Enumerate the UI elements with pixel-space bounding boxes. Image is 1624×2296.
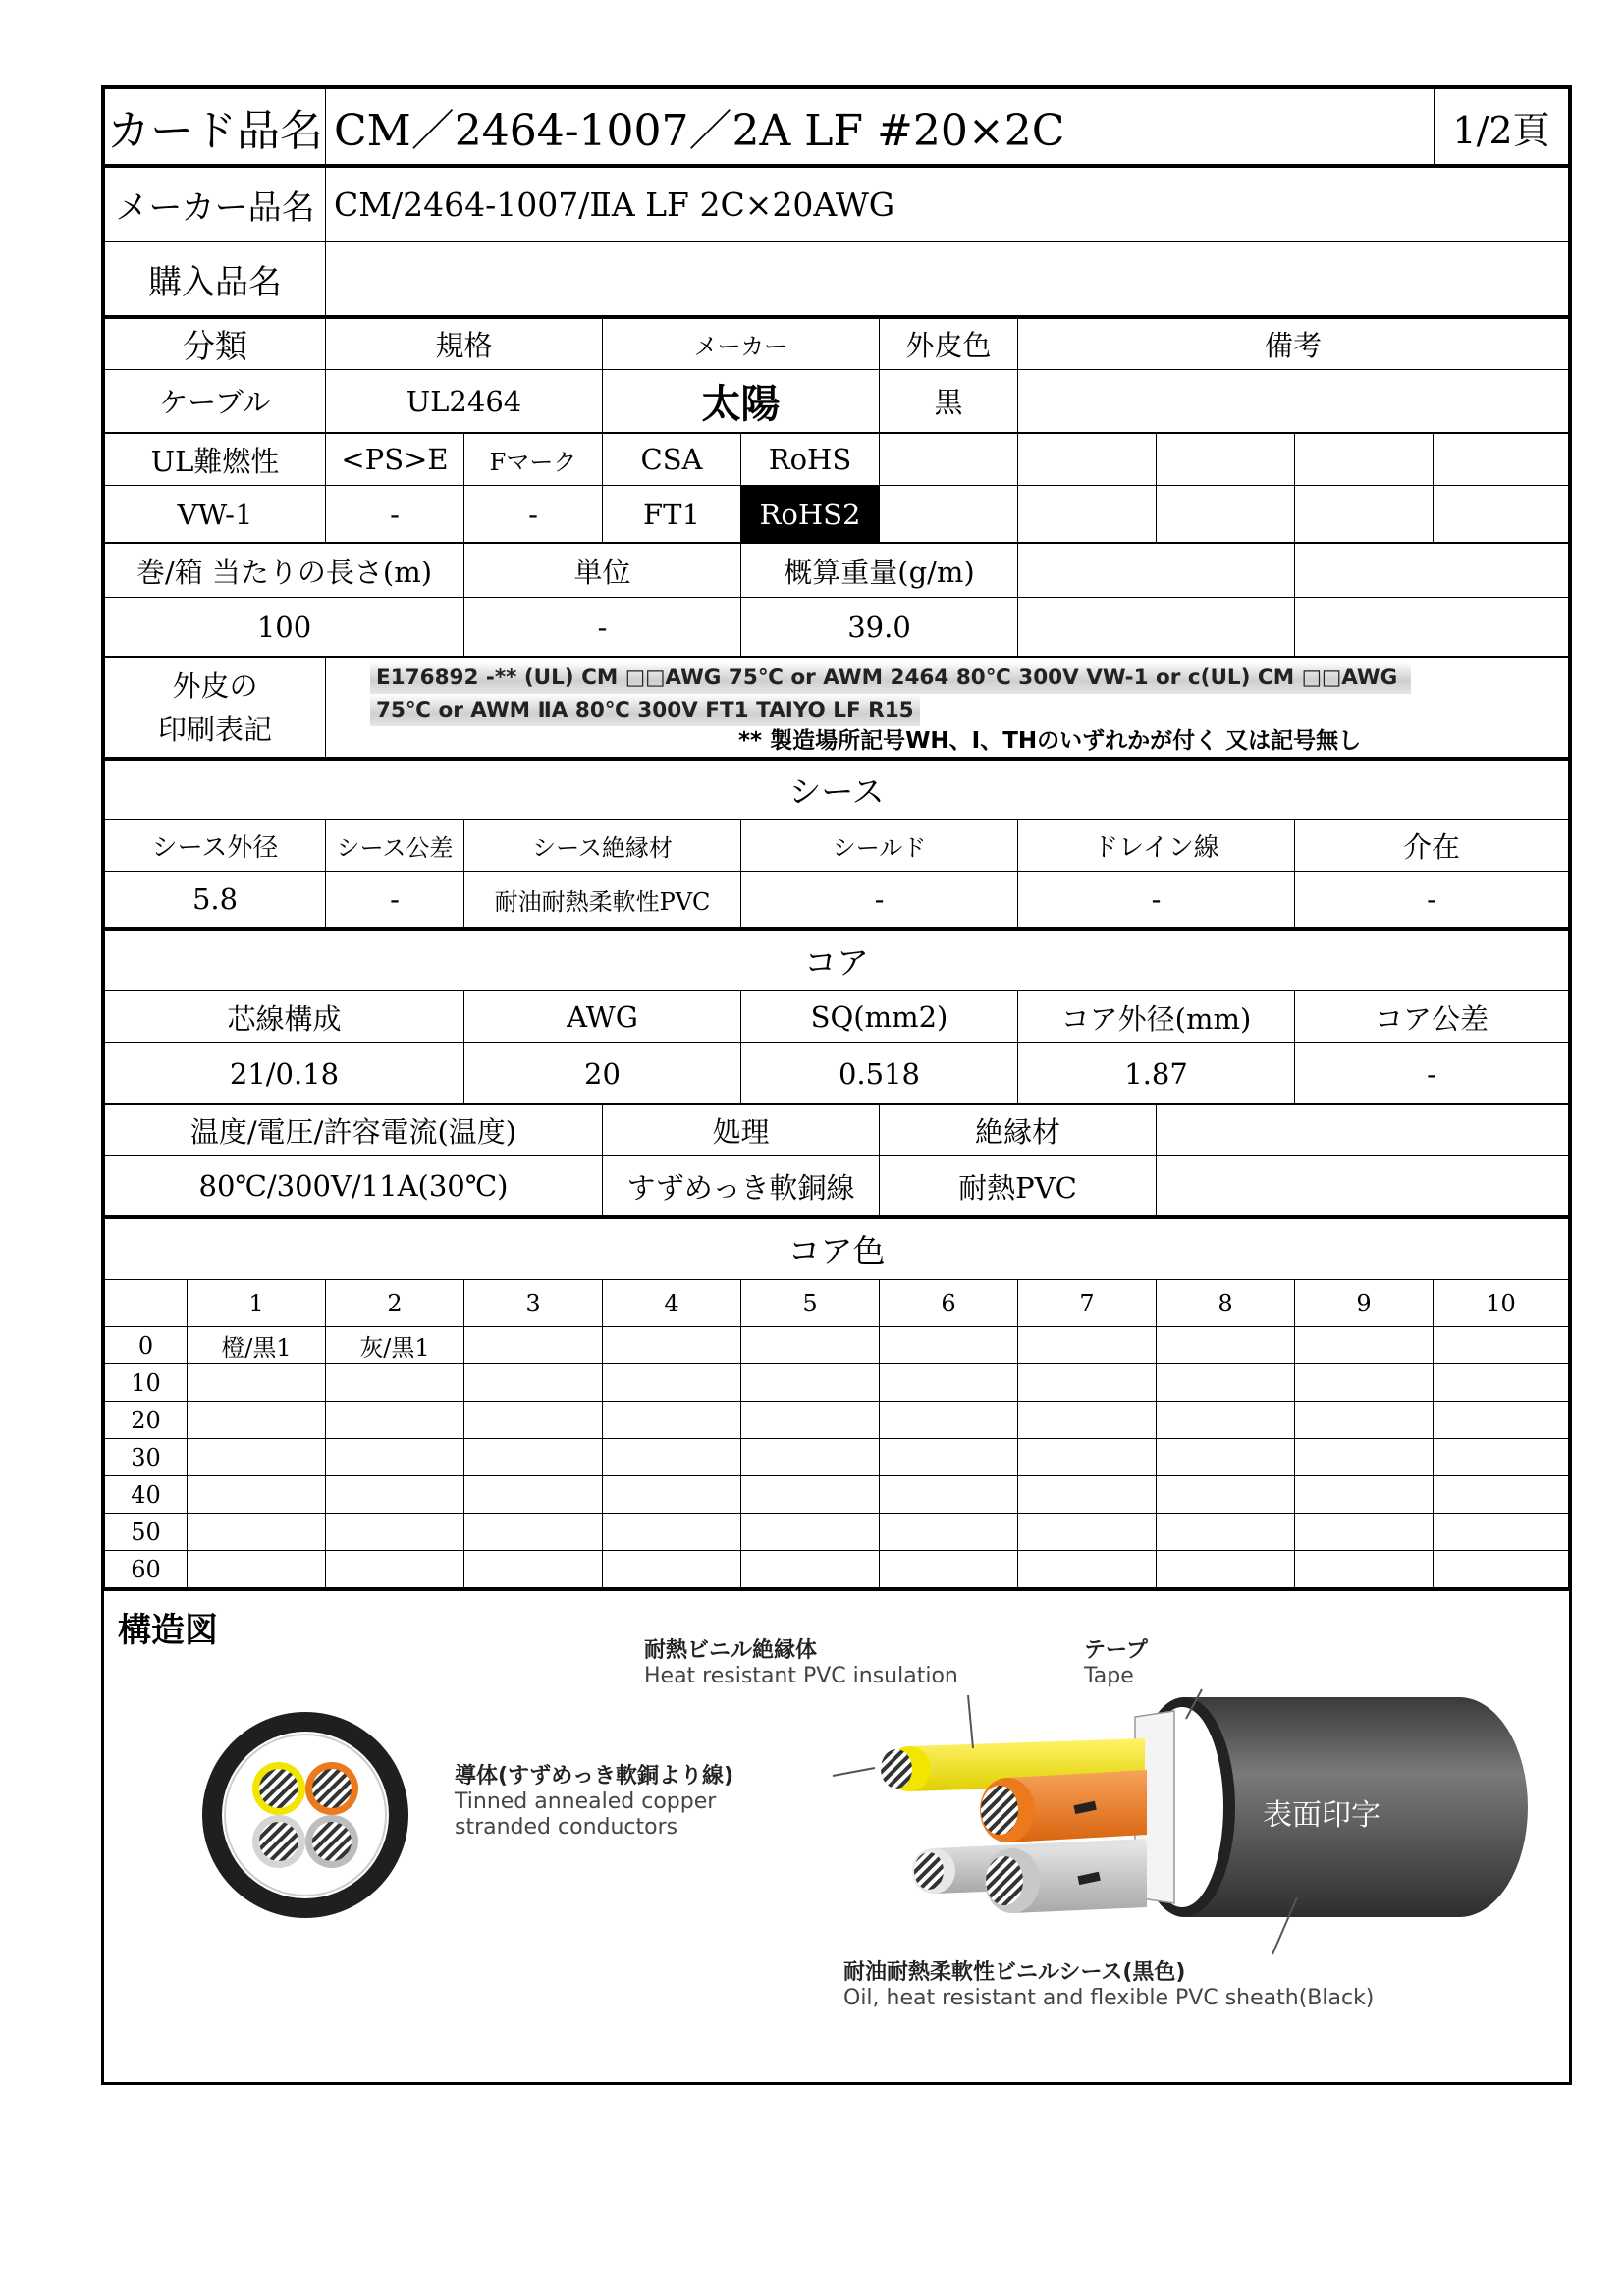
awg-header: AWG: [464, 991, 741, 1043]
insulation-leader-line: [968, 1695, 973, 1748]
col-header: 1: [188, 1280, 326, 1327]
sheath-tol-header: シース公差: [326, 820, 464, 872]
core-color-cell: [326, 1364, 464, 1402]
maker-name-value: CM/2464-1007/ⅡA LF 2C×20AWG: [326, 168, 1569, 242]
core-color-cell: [1157, 1476, 1295, 1514]
sheath-label-en: Oil, heat resistant and flexible PVC sheath(Black): [843, 1986, 1375, 2010]
unit-header: 単位: [464, 544, 741, 598]
col-header: 2: [326, 1280, 464, 1327]
core-color-cell: [188, 1551, 326, 1588]
rating-header: 温度/電圧/許容電流(温度): [105, 1105, 603, 1156]
standard-header: 規格: [326, 319, 603, 370]
core-color-cell: [741, 1364, 880, 1402]
core-tol-header: コア公差: [1295, 991, 1569, 1043]
table-row: [105, 1364, 1569, 1402]
color-header: 外皮色: [880, 319, 1018, 370]
treatment-value: すずめっき軟銅線: [603, 1156, 880, 1217]
purchase-value: [326, 242, 1569, 317]
core-color-cell: [1157, 1402, 1295, 1439]
f-mark-value: -: [464, 486, 603, 543]
col-header: 10: [1434, 1280, 1569, 1327]
awg-value: 20: [464, 1043, 741, 1104]
row-label: 60: [105, 1551, 188, 1588]
core-color-cell: [464, 1402, 603, 1439]
standard-value: UL2464: [326, 370, 603, 433]
core-color-cell: [326, 1476, 464, 1514]
rating-table: [104, 1104, 1569, 1218]
print-marking-label: [105, 658, 326, 759]
core-color-cell: [188, 1476, 326, 1514]
table-row: [105, 1402, 1569, 1439]
sheath-title: シース: [105, 761, 1569, 820]
core-color-cell: [603, 1364, 741, 1402]
core-color-cell: [1434, 1476, 1569, 1514]
print-marking-line1: E176892 -** (UL) CM □□AWG 75℃ or AWM 2464 80℃ 300V VW-1 or c(UL) CM □□AWG: [370, 662, 1411, 694]
core-color-cell: [880, 1514, 1018, 1551]
print-marking-table: [104, 657, 1569, 760]
core-color-header-row: [105, 1280, 1569, 1327]
core-color-cell: [1434, 1514, 1569, 1551]
length-value: 100: [105, 598, 464, 657]
core-title: コア: [105, 931, 1569, 991]
core-color-cell: [603, 1476, 741, 1514]
sheath-label-jp: 耐油耐熱柔軟性ビニルシース(黒色): [843, 1960, 1186, 1985]
color-value: 黒: [880, 370, 1018, 433]
maker-name-label: メーカー品名: [105, 168, 326, 242]
core-color-cell: [603, 1402, 741, 1439]
rohs-header: RoHS: [741, 434, 880, 486]
core-color-cell: [603, 1551, 741, 1588]
treatment-header: 処理: [603, 1105, 880, 1156]
core-color-cell: [326, 1514, 464, 1551]
purchase-label: 購入品名: [105, 242, 326, 317]
strand-header: 芯線構成: [105, 991, 464, 1043]
structure-diagram: [104, 1588, 1569, 2058]
classification-value: ケーブル: [105, 370, 326, 433]
insulation-value: 耐熱PVC: [880, 1156, 1157, 1217]
sheath-od-header: シース外径: [105, 820, 326, 872]
col-header: 5: [741, 1280, 880, 1327]
row-label: 30: [105, 1439, 188, 1476]
core-color-cell: [464, 1551, 603, 1588]
core-color-cell: 橙/黒1: [188, 1327, 326, 1364]
sq-header: SQ(mm2): [741, 991, 1018, 1043]
core-color-cell: [1295, 1402, 1434, 1439]
core-od-header: コア外径(mm): [1018, 991, 1295, 1043]
packaging-table: [104, 543, 1569, 657]
core-color-cell: [880, 1476, 1018, 1514]
table-row: [105, 1514, 1569, 1551]
core-color-cell: [1018, 1402, 1157, 1439]
sq-value: 0.518: [741, 1043, 1018, 1104]
csa-header: CSA: [603, 434, 741, 486]
strand-value: 21/0.18: [105, 1043, 464, 1104]
weight-header: 概算重量(g/m): [741, 544, 1018, 598]
core-color-cell: [1434, 1327, 1569, 1364]
surface-print-label: 表面印字: [1263, 1798, 1380, 1833]
col-header: 3: [464, 1280, 603, 1327]
f-mark-header: Fマーク: [464, 434, 603, 486]
page-number: 1/2頁: [1435, 89, 1569, 166]
table-row: [105, 1327, 1569, 1364]
col-header: 9: [1295, 1280, 1434, 1327]
core-color-cell: [880, 1551, 1018, 1588]
core-color-cell: [1157, 1514, 1295, 1551]
table-row: [105, 1439, 1569, 1476]
sheath-tol-value: -: [326, 872, 464, 929]
core-color-cell: [188, 1514, 326, 1551]
core-color-cell: [1157, 1364, 1295, 1402]
print-marking-line2: 75℃ or AWM ⅡA 80℃ 300V FT1 TAIYO LF R15: [370, 694, 920, 726]
remarks-header: 備考: [1018, 319, 1569, 370]
table-row: [105, 1551, 1569, 1588]
conductor-label-en1: Tinned annealed copper: [455, 1789, 717, 1814]
core-color-cell: [741, 1439, 880, 1476]
name-table: [104, 167, 1569, 318]
core-color-cell: [741, 1476, 880, 1514]
weight-value: 39.0: [741, 598, 1018, 657]
rating-value: 80℃/300V/11A(30℃): [105, 1156, 603, 1217]
ul-flame-value: VW-1: [105, 486, 326, 543]
core-color-cell: [1157, 1551, 1295, 1588]
structure-title: 構造図: [118, 1611, 218, 1650]
conductor-label-en2: stranded conductors: [455, 1815, 678, 1840]
classification-header: 分類: [105, 319, 326, 370]
pse-header: <PS>E: [326, 434, 464, 486]
core-od-value: 1.87: [1018, 1043, 1295, 1104]
core-color-cell: [326, 1551, 464, 1588]
core-color-cell: [880, 1364, 1018, 1402]
insulation-label-en: Heat resistant PVC insulation: [644, 1664, 958, 1688]
col-header: 6: [880, 1280, 1018, 1327]
maker-header: メーカー: [603, 319, 880, 370]
rohs-badge: RoHS2: [741, 486, 880, 543]
row-label: 50: [105, 1514, 188, 1551]
shield-value: -: [741, 872, 1018, 929]
core-color-cell: [464, 1514, 603, 1551]
core-color-cell: [741, 1402, 880, 1439]
core-color-title: コア色: [105, 1219, 1569, 1280]
core-color-cell: [1295, 1551, 1434, 1588]
tape-label-jp: テープ: [1084, 1638, 1148, 1663]
core-color-cell: [880, 1439, 1018, 1476]
col-header: 8: [1157, 1280, 1295, 1327]
col-header: 4: [603, 1280, 741, 1327]
core-color-cell: [1018, 1327, 1157, 1364]
drain-header: ドレイン線: [1018, 820, 1295, 872]
print-label-line2: 印刷表記: [157, 712, 272, 746]
conductor-leader-line: [833, 1768, 875, 1776]
spec-sheet: [101, 85, 1572, 2085]
core-color-cell: [1018, 1514, 1157, 1551]
core-color-cell: [1157, 1439, 1295, 1476]
remarks-value: [1018, 370, 1569, 433]
unit-value: -: [464, 598, 741, 657]
conductor-label-jp: 導体(すずめっき軟銅より線): [455, 1764, 734, 1789]
table-row: [105, 1476, 1569, 1514]
row-label: 40: [105, 1476, 188, 1514]
card-value: CM／2464-1007／2A LF #20×2C: [326, 89, 1435, 166]
row-label: 20: [105, 1402, 188, 1439]
core-color-cell: [1434, 1551, 1569, 1588]
insulation-header: 絶縁材: [880, 1105, 1157, 1156]
classification-table: [104, 318, 1569, 433]
orange-core-icon: [980, 1770, 1147, 1842]
core-color-cell: [188, 1439, 326, 1476]
core-color-cell: [1018, 1551, 1157, 1588]
compliance-table: [104, 433, 1569, 543]
core-color-table: [104, 1218, 1569, 1588]
core-tol-value: -: [1295, 1043, 1569, 1104]
col-header: 7: [1018, 1280, 1157, 1327]
sheath-material-value: 耐油耐熱柔軟性PVC: [464, 872, 741, 929]
core-color-cell: [464, 1364, 603, 1402]
core-color-cell: [1295, 1476, 1434, 1514]
core-color-cell: [188, 1364, 326, 1402]
sheath-od-value: 5.8: [105, 872, 326, 929]
core-color-cell: [880, 1327, 1018, 1364]
core-color-cell: [880, 1402, 1018, 1439]
core-table: [104, 930, 1569, 1104]
header-table: [104, 88, 1569, 167]
core-color-cell: [1295, 1364, 1434, 1402]
sheath-material-header: シース絶縁材: [464, 820, 741, 872]
core-color-cell: [326, 1402, 464, 1439]
maker-value: 太陽: [603, 370, 880, 433]
core-color-cell: [741, 1551, 880, 1588]
drain-value: -: [1018, 872, 1295, 929]
ul-flame-header: UL難燃性: [105, 434, 326, 486]
core-color-cell: [464, 1476, 603, 1514]
core-color-cell: [1018, 1364, 1157, 1402]
core-color-cell: [1295, 1514, 1434, 1551]
csa-value: FT1: [603, 486, 741, 543]
core-color-cell: [741, 1514, 880, 1551]
tape-label-en: Tape: [1084, 1664, 1134, 1688]
filler-header: 介在: [1295, 820, 1569, 872]
core-color-cell: [326, 1439, 464, 1476]
core-color-cell: [1295, 1327, 1434, 1364]
core-color-cell: [188, 1402, 326, 1439]
core-color-cell: [603, 1439, 741, 1476]
core-color-cell: [603, 1327, 741, 1364]
row-label: 10: [105, 1364, 188, 1402]
shield-header: シールド: [741, 820, 1018, 872]
core-color-cell: [1434, 1364, 1569, 1402]
print-marking-cell: [326, 658, 1569, 759]
core-color-cell: [464, 1439, 603, 1476]
core-color-cell: [1157, 1327, 1295, 1364]
core-color-cell: [1018, 1439, 1157, 1476]
filler-value: -: [1295, 872, 1569, 929]
insulation-label-jp: 耐熱ビニル絶縁体: [644, 1638, 818, 1663]
row-label: 0: [105, 1327, 188, 1364]
core-color-cell: [603, 1514, 741, 1551]
core-color-cell: [1295, 1439, 1434, 1476]
core-color-cell: [1018, 1476, 1157, 1514]
cross-section-icon: [202, 1712, 408, 1918]
card-label: カード品名: [105, 89, 326, 166]
length-header: 巻/箱 当たりの長さ(m): [105, 544, 464, 598]
gray-core-icon: [985, 1842, 1147, 1913]
core-color-cell: [464, 1327, 603, 1364]
pse-value: -: [326, 486, 464, 543]
core-color-cell: [1434, 1439, 1569, 1476]
print-label-line1: 外皮の: [172, 668, 258, 703]
core-color-cell: [741, 1327, 880, 1364]
core-color-cell: [1434, 1402, 1569, 1439]
cable-illustration: [104, 1591, 1569, 2053]
print-marking-note: ** 製造場所記号WH、I、THのいずれかが付く 又は記号無し: [738, 728, 1362, 754]
sheath-table: [104, 760, 1569, 930]
core-color-cell: 灰/黒1: [326, 1327, 464, 1364]
